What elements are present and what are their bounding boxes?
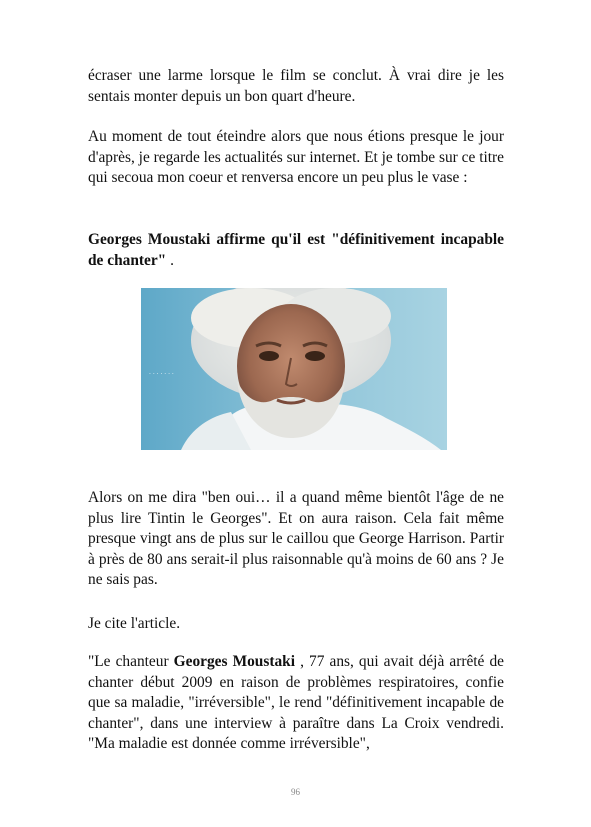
headline-paragraph (88, 230, 504, 271)
paragraph-quote (88, 652, 504, 755)
page-number: 96 (291, 787, 300, 797)
photo-watermark: · · · · · · · (149, 371, 174, 378)
paragraph-reaction: Alors on me dira "ben oui… il a quand même bientôt l'âge de ne plus lire Tintin le Georges". Et on aura raison. Cela fait même presque vingt ans de plus sur le caillou que George Harrison. Partir à près de 80 ans serait-il plus raisonnable qu'à moins de 60 ans ? Je ne sais pas. (88, 489, 504, 588)
headline-tail: . (166, 251, 174, 269)
moustaki-photo (141, 288, 447, 450)
quote-bold-name: Georges Moustaki (173, 653, 296, 670)
paragraph-cite: Je cite l'article. (88, 615, 181, 632)
paragraph-intro: écraser une larme lorsque le film se conclut. À vrai dire je les sentais monter depuis un bon quart d'heure. (88, 67, 504, 105)
paragraph-news: Au moment de tout éteindre alors que nous étions presque le jour d'après, je regarde les actualités sur internet. Et je tombe sur ce titre qui secoua mon coeur et renversa encore un peu plus le vase : (88, 128, 504, 186)
quote-rest: , 77 ans, qui avait déjà arrêté de chanter début 2009 en raison de problèmes respiratoires, confie que sa maladie, "irréversible", le rend "définitivement incapable de chanter", dans une interview à paraître dans La Croix vendredi. "Ma maladie est donnée comme irréversible", (88, 653, 504, 752)
quote-start: "Le chanteur (88, 653, 174, 670)
headline-bold: Georges Moustaki affirme qu'il est "définitivement incapable de chanter" (88, 231, 504, 269)
